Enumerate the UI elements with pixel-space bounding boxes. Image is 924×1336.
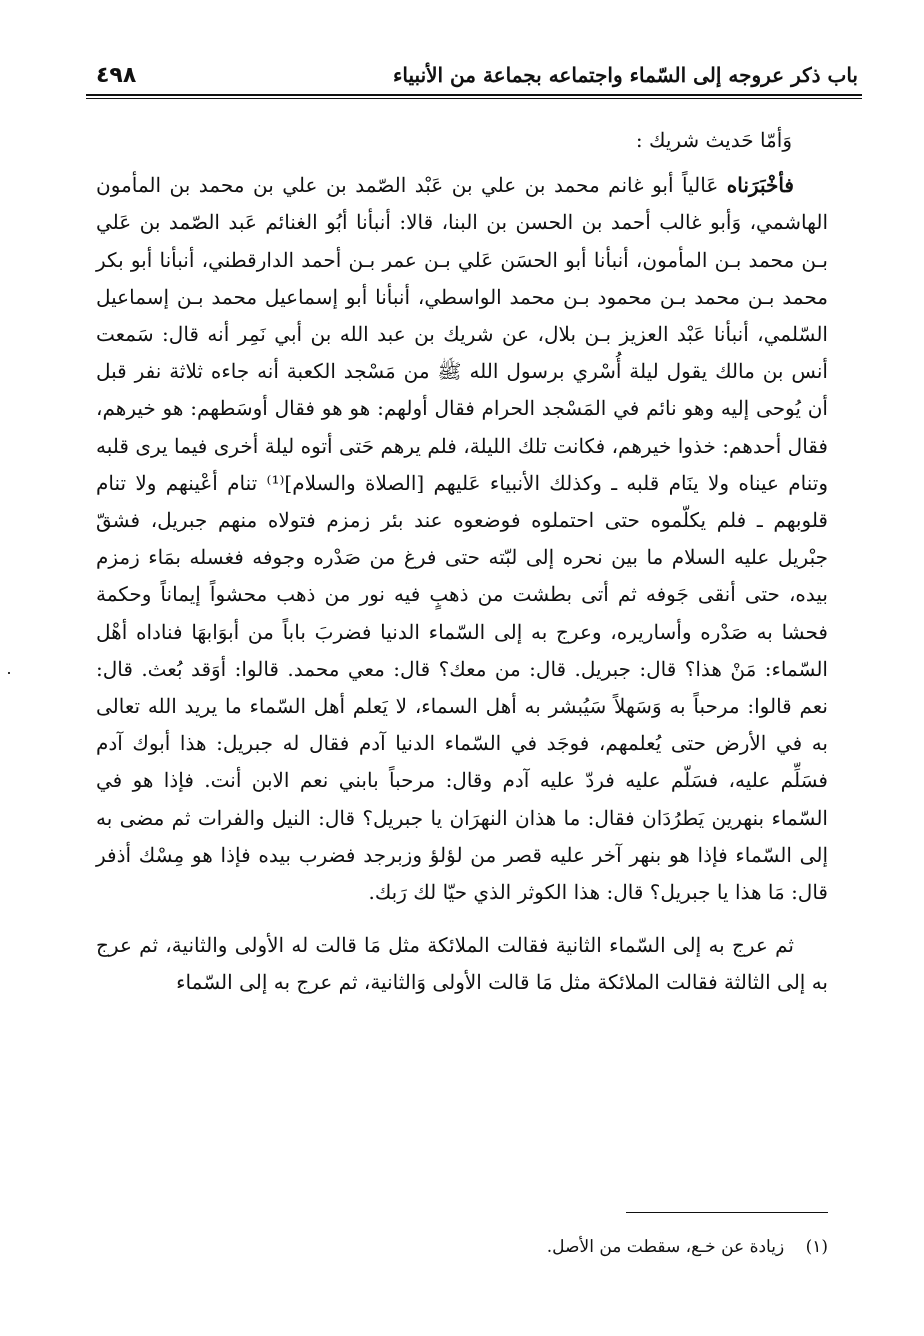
main-paragraph (96, 167, 828, 911)
header-rule-thin (86, 98, 862, 99)
footnote (96, 1232, 828, 1262)
body-text (96, 122, 828, 1002)
section-intro: وَأمّا حَديث شريك : (635, 128, 792, 152)
page-number: ٤٩٨ (96, 62, 137, 88)
footnote-text: زيادة عن خـع، سقطت من الأصل. (546, 1237, 785, 1257)
closing-paragraph: ثم عرج به إلى السّماء الثانية فقالت الملائكة مثل مَا قالت له الأولى والثانية، ثم عرج به إلى الثالثة فقالت الملائكة مثل مَا قالت الأولى وَالثانية، ثم عرج به إلى السّماء (96, 933, 828, 995)
chapter-title: باب ذكر عروجه إلى السّماء واجتماعه بجماعة من الأنبياء (393, 63, 858, 87)
footnote-marker: (١) (805, 1237, 828, 1257)
footnote-rule (626, 1212, 828, 1213)
header-rule (86, 94, 862, 96)
margin-speck (8, 672, 10, 674)
lead-word: فأخْبَرَناه (726, 173, 794, 198)
main-paragraph-text: عَالياً أبو غانم محمد بن علي بن عَبْد الصّمد بن علي بن محمد بن المأمون الهاشمي، وَأبو غالب أحمد بن الحسن بن البنا، قالا: أنبأنا أبُو الغنائم عَبد الصّمد بن عَلي بـن محمد بـن المأمون، أنبأنا أبو الحسَن عَلي بـن عمر بـن أحمد الدارقطني، أنبأنا أبو بكر محمد بـن محمد بـن محمود بـن محمد الواسطي، أنبأنا أبو إسماعيل محمد بـن إسماعيل السّلمي، أنبأنا عَبْد العزيز بـن بلال، عن شريك بن عبد الله بن أبي نَمِر أنه قال: سَمعت أنس بن مالك يقول ليلة أُسْري برسول الله ﷺ من مَسْجد الكعبة أنه جاءه ثلاثة نفر قبل أن يُوحى إليه وهو نائم في المَسْجد الحرام فقال أولهم: هو هو فقال أوسَطهم: هو خيرهم، فقال أحدهم: خذوا خيرهم، فكانت تلك الليلة، فلم يرهم حَتى أتوه ليلة أخرى فيما يرى قلبه وتنام عيناه ولا ينَام قلبه ـ وكذلك الأنبياء عَليهم [الصلاة والسلام]⁽¹⁾ تنام أعْينهم ولا تنام قلوبهم ـ فلم يكلّموه حتى احتملوه فوضعوه عند بئر زمزم فتولاه منهم جبريل، فشقّ جبْريل عليه السلام ما بين نحره إلى لبّته حتى فرغ من صَدْره وجوفه فغسله بمَاء زمزم بيده، حتى أنقى جَوفه ثم أتى بطشت من ذهبٍ فيه نور من ذهب محشواً إيماناً وحكمة فحشا به صَدْره وأساريره، وعرج به إلى السّماء الدنيا فضربَ باباً من أبوَابهَا فناداه أهْل السّماء: مَنْ هذا؟ قال: جبريل. قال: من معك؟ قال: معي محمد. قالوا: أوَقد بُعث. قال: نعم قالوا: مرحباً به وَسَهلاً سَيُبشر به أهل السماء، لا يَعلم أهل السّماء ما يريد الله تعالى به في الأرض حتى يُعلمهم، فوجَد في السّماء الدنيا آدم فقال له جبريل: هذا أبوك آدم فسَلِّم عليه، فسَلّم عليه فردّ عليه آدم وقال: مرحباً بابني نعم الابن أنت. فإذا هو في السّماء بنهرين يَطرُدَان فقال: ما هذان النهرَان يا جبريل؟ قال: النيل والفرات ثم مضى به إلى السّماء فإذا هو بنهر آخر عليه قصر من لؤلؤ وزبرجد فضرب بيده فإذا هو مِسْك أذفر قال: مَا هذا يا جبريل؟ قال: هذا الكوثر الذي حيّا لك رَبك. (96, 173, 829, 905)
running-header (96, 58, 858, 92)
